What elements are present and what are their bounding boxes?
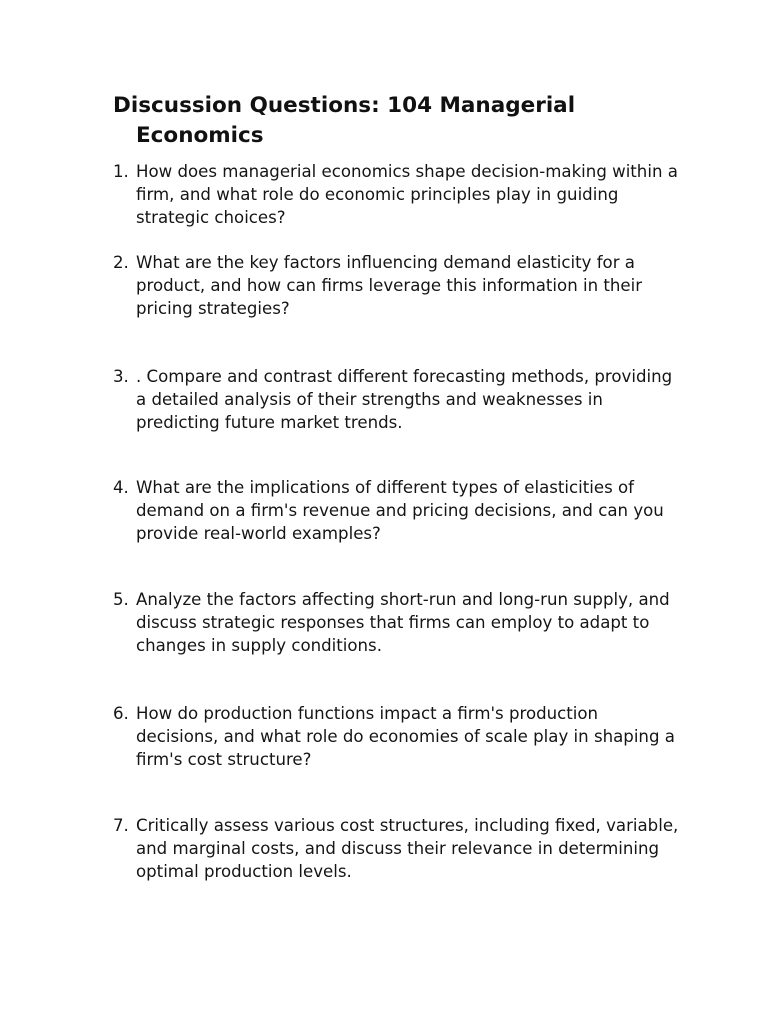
question-text: What are the key factors influencing demand elasticity for a product, and how can firms leverage this information in their pricing strategies? [136, 253, 643, 318]
question-6 [113, 702, 683, 771]
question-2 [113, 251, 683, 320]
question-text: . Compare and contrast different forecasting methods, providing a detailed analysis of their strengths and weaknesses in predicting future market trends. [136, 367, 673, 432]
question-3 [113, 365, 683, 434]
document-title: Discussion Questions: 104 Managerial Economics [113, 93, 576, 148]
question-5 [113, 588, 683, 657]
question-number: 1. [113, 162, 129, 181]
question-text: Analyze the factors affecting short-run and long-run supply, and discuss strategic responses that firms can employ to adapt to changes in supply conditions. [136, 590, 670, 655]
question-7 [113, 814, 683, 883]
question-text: What are the implications of different types of elasticities of demand on a firm's revenue and pricing decisions, and can you provide real-world examples? [136, 478, 664, 543]
question-number: 5. [113, 590, 129, 609]
question-number: 6. [113, 704, 129, 723]
question-number: 2. [113, 253, 129, 272]
question-text: How does managerial economics shape decision-making within a firm, and what role do economic principles play in guiding strategic choices? [136, 162, 678, 227]
question-number: 4. [113, 478, 129, 497]
question-4 [113, 476, 683, 545]
question-1 [113, 160, 683, 229]
question-text: How do production functions impact a firm's production decisions, and what role do economies of scale play in shaping a firm's cost structure? [136, 704, 675, 769]
question-text: Critically assess various cost structures, including fixed, variable, and marginal costs, and discuss their relevance in determining optimal production levels. [136, 816, 679, 881]
question-number: 3. [113, 367, 129, 386]
question-number: 7. [113, 816, 129, 835]
